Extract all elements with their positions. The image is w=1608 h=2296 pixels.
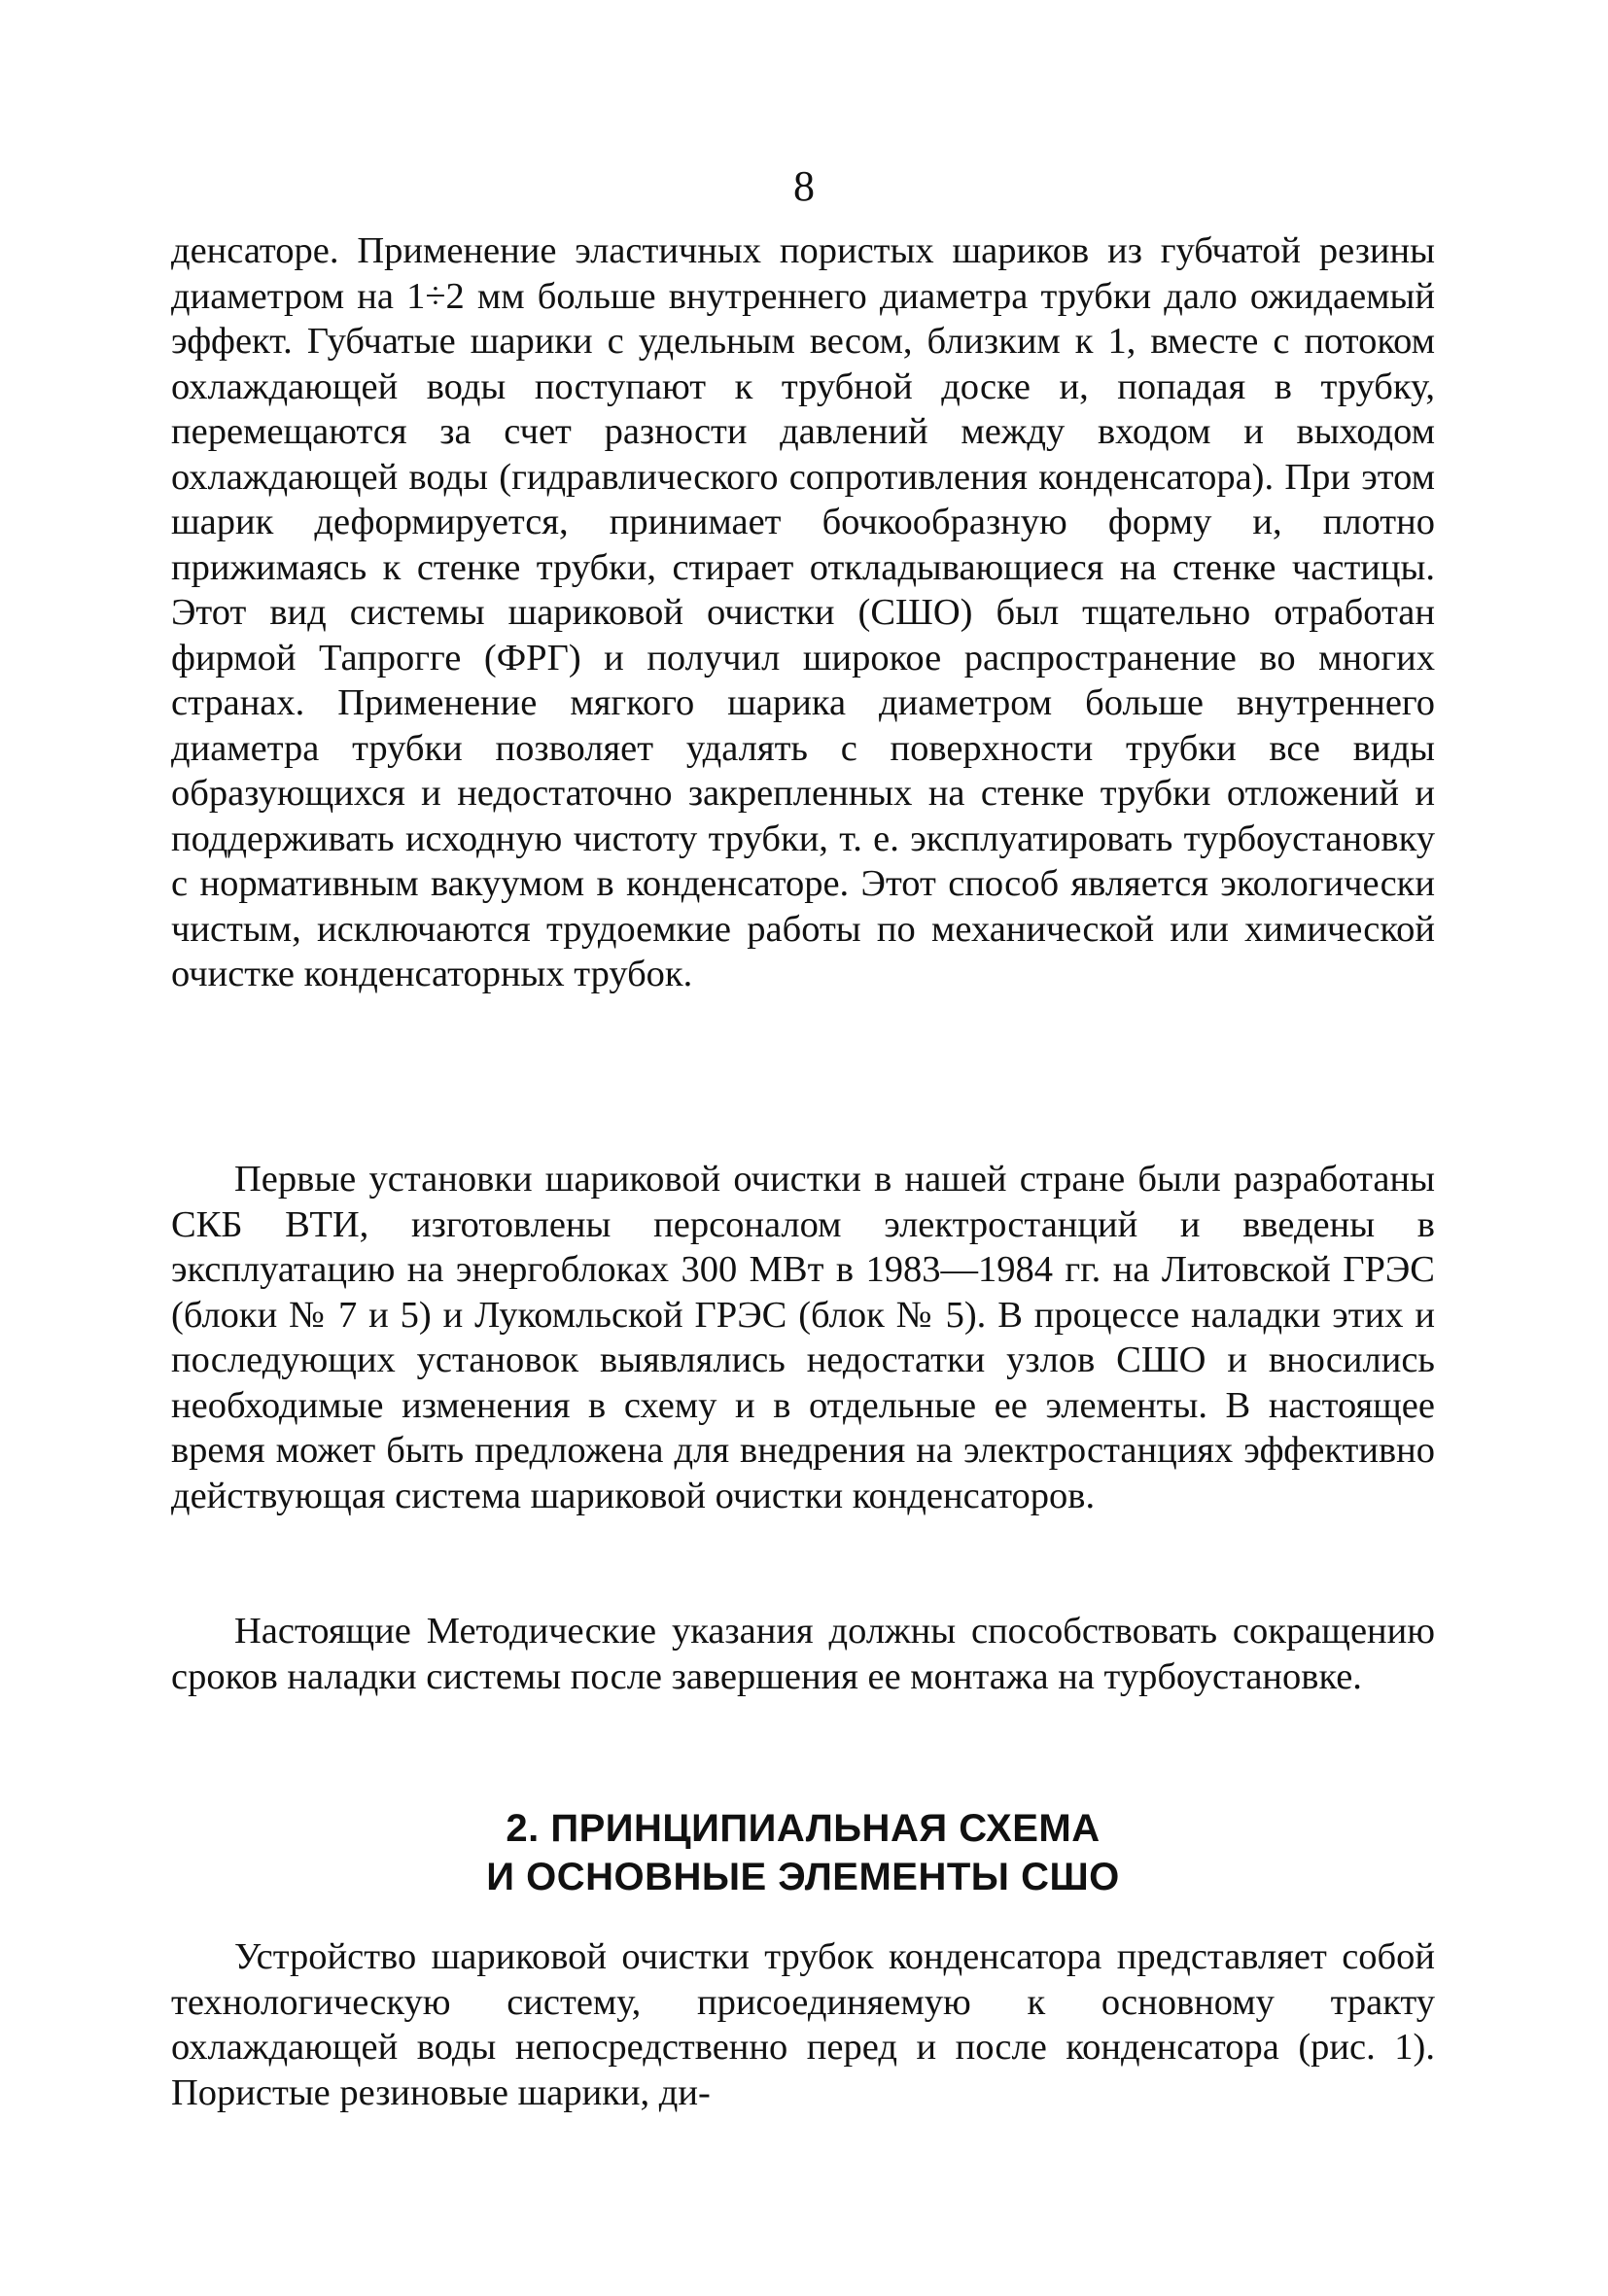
section-heading-line-2: И ОСНОВНЫЕ ЭЛЕМЕНТЫ СШО (486, 1856, 1120, 1898)
paragraph-continuation: денсаторе. Применение эластичных пористых шариков из губчатой резины диаметром на 1÷2 мм больше внутреннего диаметра трубки дало ожидаемый эффект. Губчатые шарики с удельным весом, близким к 1, вместе с потоком охлаждающей воды поступают к трубной доске и, попадая в трубку, перемещаются за счет разности давлений между входом и выходом охлаждающей воды (гидравлического сопротивления конденсатора). При этом шарик деформируется, принимает бочкообразную форму и, плотно прижимаясь к стенке трубки, стирает откладывающиеся на стенке частицы. Этот вид системы шариковой очистки (СШО) был тщательно отработан фирмой Тапрогге (ФРГ) и получил широкое распространение во многих странах. Применение мягкого шарика диаметром больше внутреннего диаметра трубки позволяет удалять с поверхности трубки все виды образующихся и недостаточно закрепленных на стенке трубки отложений и поддерживать исходную чистоту трубки, т. е. эксплуатировать турбоустановку с нормативным вакуумом в конденсаторе. Этот способ является экологически чистым, исключаются трудоемкие работы по механической или химической очистке конденсаторных трубок. (171, 230, 1435, 994)
text-block-purpose (171, 1609, 1435, 1699)
text-block-section-body (171, 1934, 1435, 2115)
paragraph-guidelines-purpose: Настоящие Методические указания должны способствовать сокращению сроков наладки системы после завершения ее монтажа на турбоустановке. (171, 1611, 1435, 1697)
section-heading (171, 1804, 1435, 1901)
text-block-continuation (171, 228, 1435, 997)
paragraph-system-description: Устройство шариковой очистки трубок конденсатора представляет собой технологическую систему, присоединяемую к основному тракту охлаждающей воды непосредственно перед и после конденсатора (рис. 1). Пористые резиновые шарики, ди- (171, 1936, 1435, 2113)
paragraph-first-installations: Первые установки шариковой очистки в нашей стране были разработаны СКБ ВТИ, изготовлены персоналом электростанций и введены в эксплуатацию на энергоблоках 300 МВт в 1983—1984 гг. на Литовской ГРЭС (блоки № 7 и 5) и Лукомльской ГРЭС (блок № 5). В процессе наладки этих и последующих установок выявлялись недостатки узлов СШО и вносились необходимые изменения в схему и в отдельные ее элементы. В настоящее время может быть предложена для внедрения на электростанциях эффективно действующая система шариковой очистки конденсаторов. (171, 1159, 1435, 1516)
page-number: 8 (793, 162, 815, 210)
section-heading-line-1: 2. ПРИНЦИПИАЛЬНАЯ СХЕМА (506, 1807, 1101, 1850)
text-block-history (171, 1157, 1435, 1518)
